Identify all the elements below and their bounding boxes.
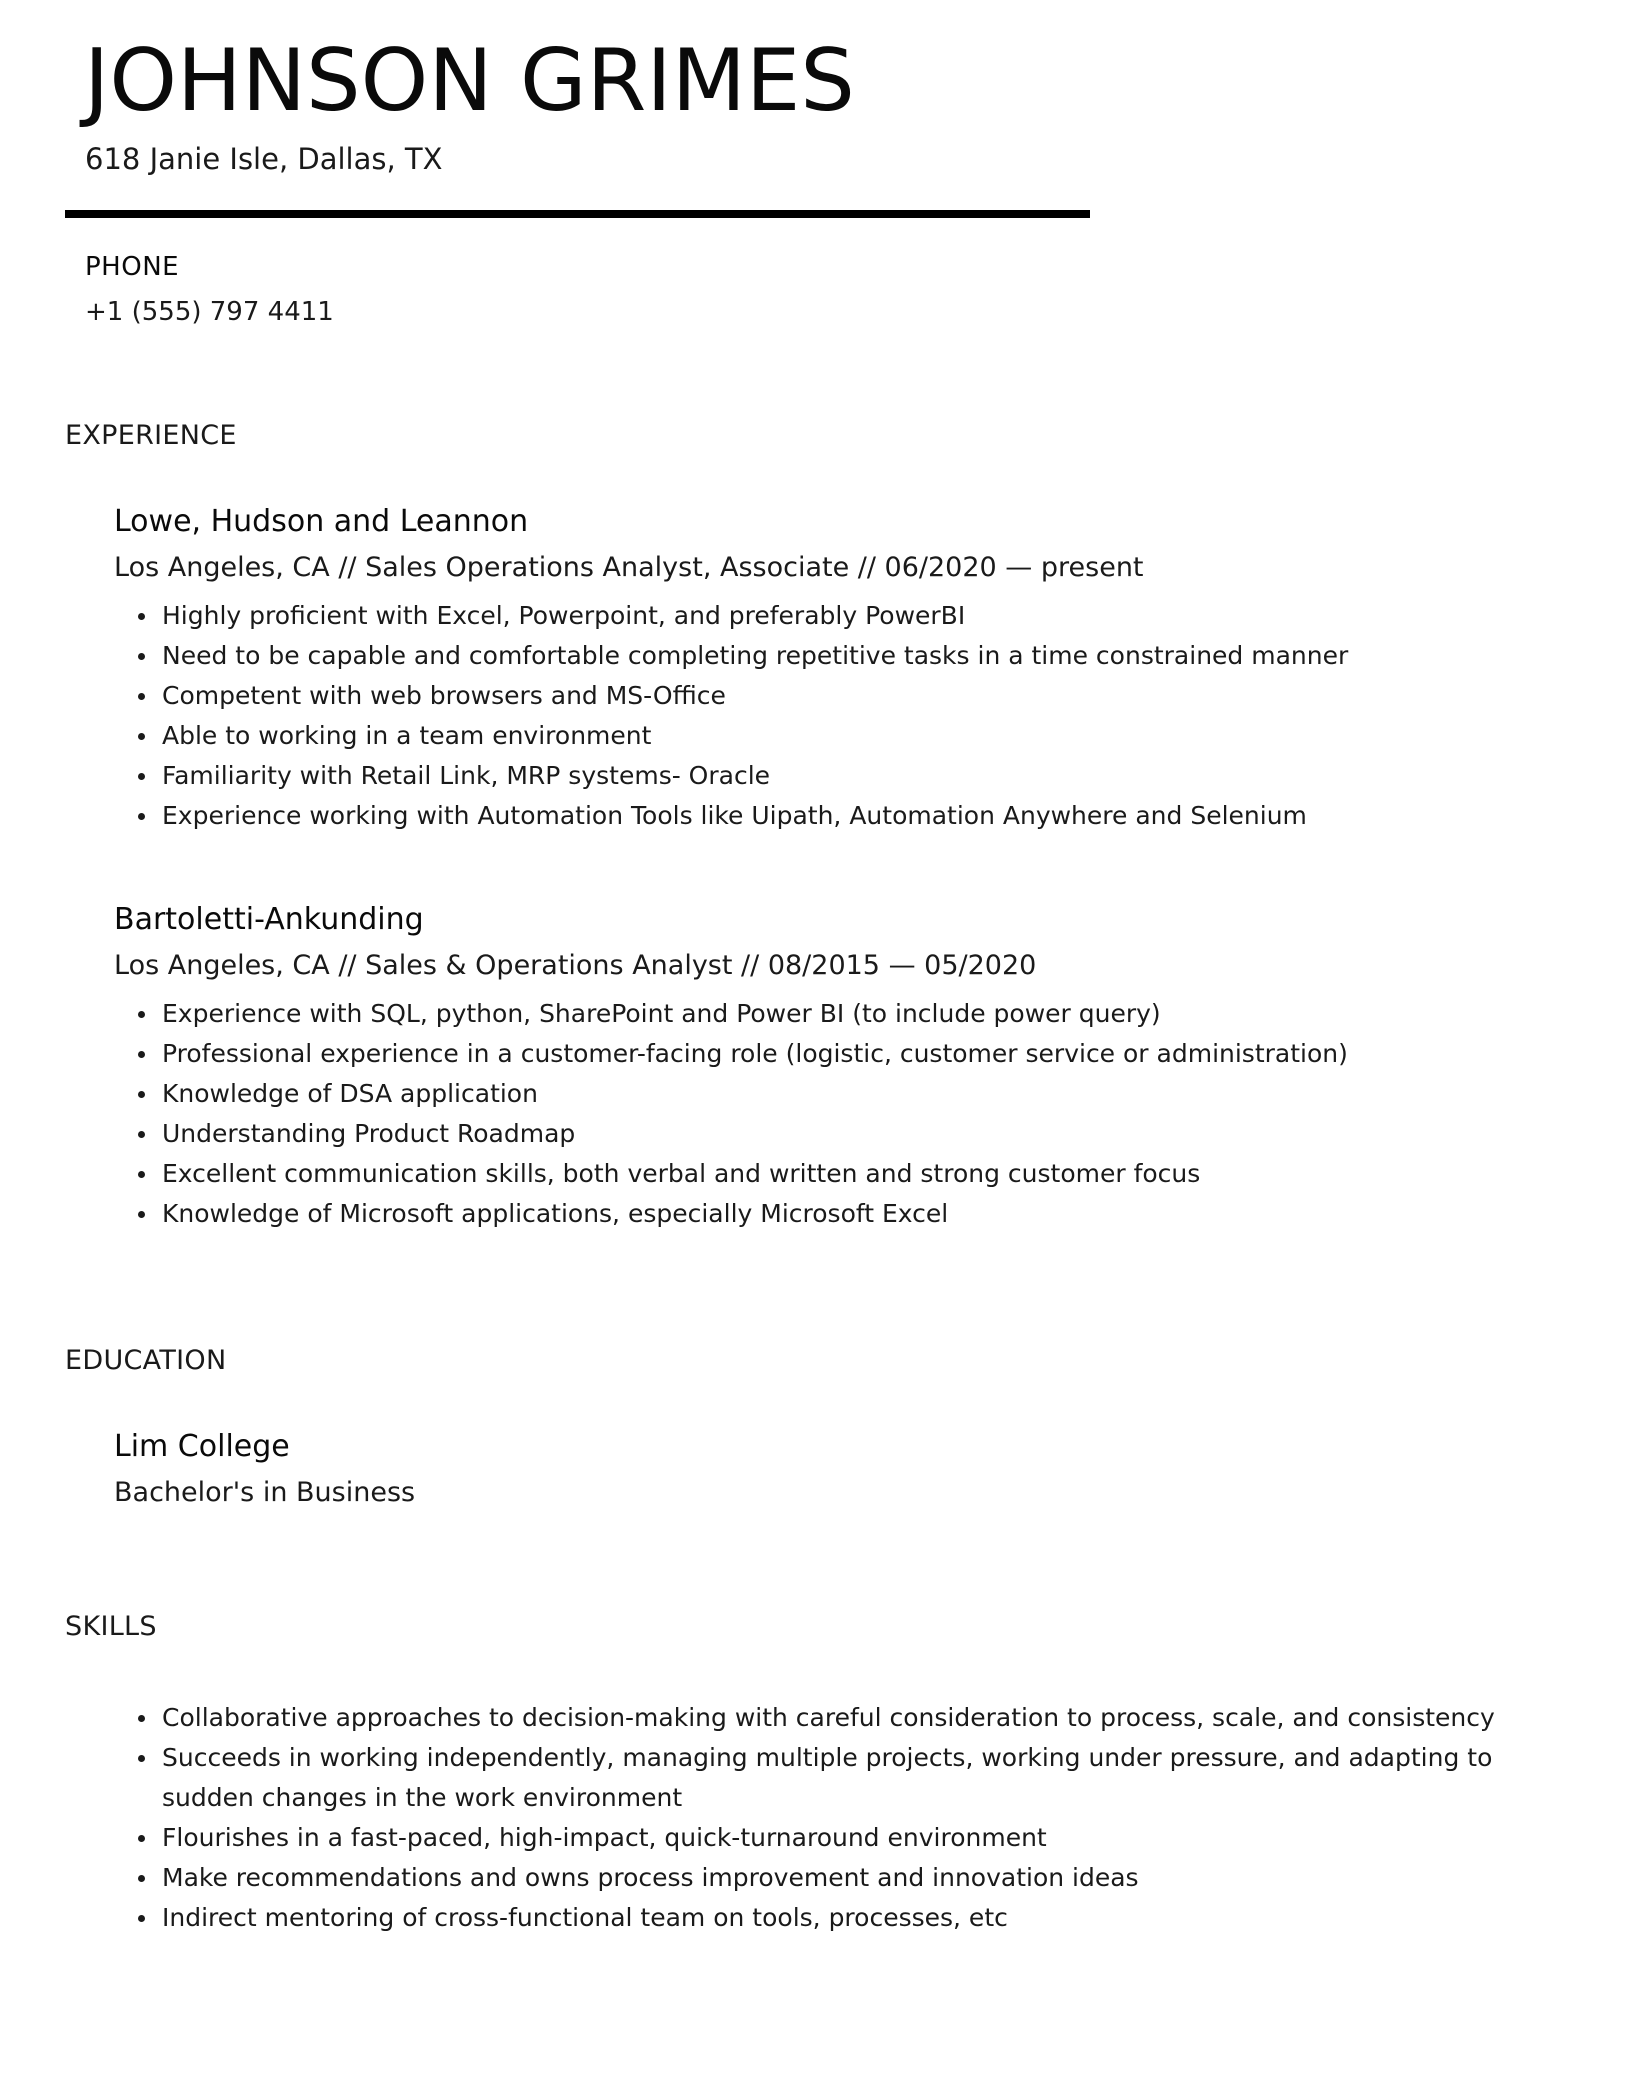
- job-meta: Los Angeles, CA // Sales Operations Analyst, Associate // 06/2020 — present: [114, 552, 1144, 583]
- list-item: Understanding Product Roadmap: [114, 1114, 1574, 1154]
- list-item: Collaborative approaches to decision-making with careful consideration to process, scale, and consistency: [114, 1698, 1574, 1738]
- list-item: Indirect mentoring of cross-functional team on tools, processes, etc: [114, 1898, 1574, 1938]
- list-item: Competent with web browsers and MS-Office: [114, 676, 1574, 716]
- skills-list: [114, 1698, 1574, 1938]
- header-divider: [65, 210, 1090, 218]
- job-company: Lowe, Hudson and Leannon: [114, 504, 529, 539]
- list-item: Familiarity with Retail Link, MRP systems- Oracle: [114, 756, 1574, 796]
- list-item: Knowledge of DSA application: [114, 1074, 1574, 1114]
- list-item: Make recommendations and owns process improvement and innovation ideas: [114, 1858, 1574, 1898]
- phone-value: +1 (555) 797 4411: [85, 297, 334, 327]
- phone-label: PHONE: [85, 252, 180, 282]
- list-item: Able to working in a team environment: [114, 716, 1574, 756]
- list-item: Need to be capable and comfortable completing repetitive tasks in a time constrained manner: [114, 636, 1574, 676]
- school-name: Lim College: [114, 1429, 290, 1464]
- job-meta: Los Angeles, CA // Sales & Operations Analyst // 08/2015 — 05/2020: [114, 950, 1037, 981]
- list-item: Succeeds in working independently, managing multiple projects, working under pressure, and adapting to sudden changes in the work environment: [114, 1738, 1574, 1818]
- list-item: Professional experience in a customer-facing role (logistic, customer service or administration): [114, 1034, 1574, 1074]
- skills-list-container: [114, 1690, 1574, 1938]
- list-item: Experience working with Automation Tools like Uipath, Automation Anywhere and Selenium: [114, 796, 1574, 836]
- degree: Bachelor's in Business: [114, 1477, 416, 1508]
- job-bullets: [114, 596, 1574, 836]
- skills-heading: SKILLS: [65, 1611, 157, 1642]
- list-item: Knowledge of Microsoft applications, especially Microsoft Excel: [114, 1194, 1574, 1234]
- job-company: Bartoletti-Ankunding: [114, 902, 424, 937]
- candidate-address: 618 Janie Isle, Dallas, TX: [85, 142, 443, 176]
- job-bullets: [114, 994, 1574, 1234]
- education-entry: [114, 1427, 1574, 1513]
- list-item: Flourishes in a fast-paced, high-impact, quick-turnaround environment: [114, 1818, 1574, 1858]
- list-item: Experience with SQL, python, SharePoint and Power BI (to include power query): [114, 994, 1574, 1034]
- list-item: Excellent communication skills, both verbal and written and strong customer focus: [114, 1154, 1574, 1194]
- list-item: Highly proficient with Excel, Powerpoint, and preferably PowerBI: [114, 596, 1574, 636]
- candidate-name: JOHNSON GRIMES: [84, 31, 855, 131]
- education-heading: EDUCATION: [65, 1345, 227, 1376]
- job-entry: [114, 900, 1574, 1234]
- experience-heading: EXPERIENCE: [65, 420, 237, 451]
- job-entry: [114, 502, 1574, 836]
